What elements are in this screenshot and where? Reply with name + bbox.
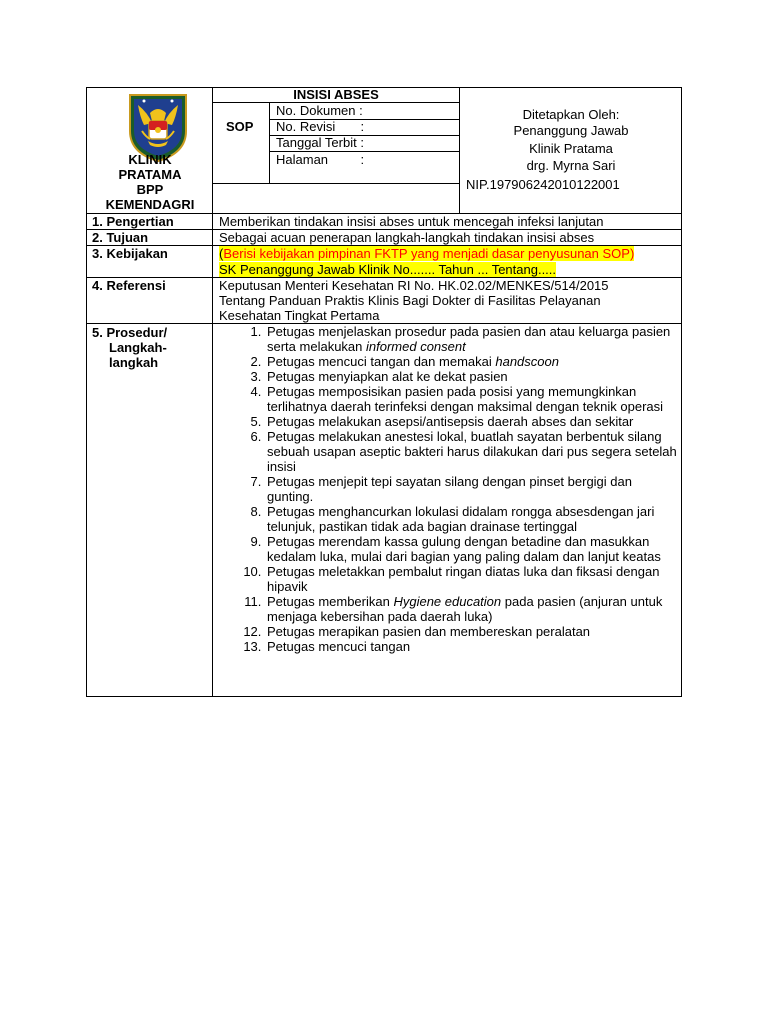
- approval-line-1: Ditetapkan Oleh:: [522, 107, 620, 122]
- label-prosedur-1: 5. Prosedur/: [92, 325, 168, 340]
- procedure-step: [265, 534, 678, 564]
- kebijakan-note-open: (: [219, 246, 224, 261]
- approval-line-3: Klinik Pratama: [529, 141, 613, 156]
- kebijakan-note: [219, 246, 634, 261]
- procedure-step-text: Petugas melakukan anestesi lokal, buatlah sayatan berbentuk silang sebuah usapan aseptic bakteri harus dilakukan dari pus segera setelah insisi: [267, 429, 677, 474]
- label-tujuan: 2. Tujuan: [92, 230, 149, 245]
- procedure-step: [265, 354, 678, 369]
- procedure-step-text: Petugas menjepit tepi sayatan silang dengan pinset bergigi dan gunting.: [267, 474, 632, 504]
- text-pengertian: Memberikan tindakan insisi abses untuk mencegah infeksi lanjutan: [219, 214, 604, 229]
- clinic-name-line-4: KEMENDAGRI: [105, 197, 195, 212]
- kebijakan-note-close: ): [629, 246, 635, 261]
- procedure-step-italic-term: handscoon: [495, 354, 559, 369]
- procedure-step-text: Petugas merapikan pasien dan membereskan peralatan: [267, 624, 591, 639]
- kebijakan-sk-line: SK Penanggung Jawab Klinik No....... Tahun ... Tentang.....: [219, 262, 557, 277]
- procedure-step: [265, 639, 678, 654]
- procedure-step-text: Petugas merendam kassa gulung dengan betadine dan masukkan kedalam luka, mulai dari bagian yang paling dalam dan lanjut keatas: [267, 534, 661, 564]
- referensi-line-1: Keputusan Menteri Kesehatan RI No. HK.02.02/MENKES/514/2015: [219, 278, 609, 293]
- procedure-step-italic-term: informed consent: [366, 339, 466, 354]
- procedure-step-text: Petugas mencuci tangan: [267, 639, 411, 654]
- text-tujuan: Sebagai acuan penerapan langkah-langkah tindakan insisi abses: [219, 230, 595, 245]
- procedure-step-text: Petugas melakukan asepsi/antisepsis daerah abses dan sekitar: [267, 414, 634, 429]
- field-line-4: [212, 183, 460, 184]
- clinic-name: [88, 152, 212, 212]
- clinic-name-line-1: KLINIK: [128, 152, 172, 167]
- kebijakan-note-text: Berisi kebijakan pimpinan FKTP yang menjadi dasar penyusunan SOP: [223, 246, 630, 261]
- procedure-step: [265, 624, 678, 639]
- procedure-step-text: Petugas memberikan: [267, 594, 394, 609]
- sop-label: SOP: [226, 119, 254, 134]
- procedure-step-text: Petugas menyiapkan alat ke dekat pasien: [267, 369, 508, 384]
- approval-line-4: drg. Myrna Sari: [526, 158, 616, 173]
- field-tanggal-terbit: Tanggal Terbit :: [276, 135, 364, 150]
- label-prosedur-3: langkah: [109, 355, 159, 370]
- procedure-step-text: Petugas memposisikan pasien pada posisi yang memungkinkan terlihatnya daerah terinfeksi dengan maksimal dengan teknik operasi: [267, 384, 664, 414]
- label-prosedur-2: Langkah-: [109, 340, 167, 355]
- procedure-step: [265, 324, 678, 354]
- column-divider-left: [212, 87, 213, 697]
- approval-nip: NIP.197906242010122001: [466, 177, 620, 192]
- clinic-name-line-3: BPP: [136, 182, 164, 197]
- clinic-name-line-2: PRATAMA: [118, 167, 182, 182]
- column-divider-sop: [269, 103, 270, 183]
- procedure-step: [265, 369, 678, 384]
- procedure-step: [265, 429, 678, 474]
- field-no-revisi: No. Revisi :: [276, 119, 365, 134]
- procedure-step-text-after: pada pasien (anjuran untuk menjaga kebersihan pada daerah luka): [267, 594, 663, 624]
- approval-line-2: Penanggung Jawab: [513, 123, 629, 138]
- procedure-step-text: Petugas menghancurkan lokulasi didalam rongga absesdengan jari telunjuk, pastikan tidak ada bagian drainase tertinggal: [267, 504, 655, 534]
- label-pengertian: 1. Pengertian: [92, 214, 174, 229]
- field-halaman: Halaman :: [276, 152, 365, 167]
- procedure-step: [265, 564, 678, 594]
- document-title: INSISI ABSES: [293, 87, 379, 102]
- procedure-step-italic-term: Hygiene education: [393, 594, 502, 609]
- procedure-step: [265, 384, 678, 414]
- procedure-step-text: Petugas meletakkan pembalut ringan diatas luka dan fiksasi dengan hipavik: [267, 564, 660, 594]
- referensi-line-3: Kesehatan Tingkat Pertama: [219, 308, 380, 323]
- procedure-step-text: Petugas mencuci tangan dan memakai: [267, 354, 496, 369]
- referensi-line-2: Tentang Panduan Praktis Klinis Bagi Dokter di Fasilitas Pelayanan: [219, 293, 601, 308]
- procedure-step-text: Petugas menjelaskan prosedur pada pasien dan atau keluarga pasien serta melakukan: [267, 324, 671, 354]
- label-referensi: 4. Referensi: [92, 278, 166, 293]
- procedure-step: [265, 414, 678, 429]
- procedure-steps-list: [218, 324, 678, 654]
- label-kebijakan: 3. Kebijakan: [92, 246, 168, 261]
- field-no-dokumen: No. Dokumen :: [276, 103, 363, 118]
- procedure-step: [265, 474, 678, 504]
- procedure-step: [265, 504, 678, 534]
- procedure-step: [265, 594, 678, 624]
